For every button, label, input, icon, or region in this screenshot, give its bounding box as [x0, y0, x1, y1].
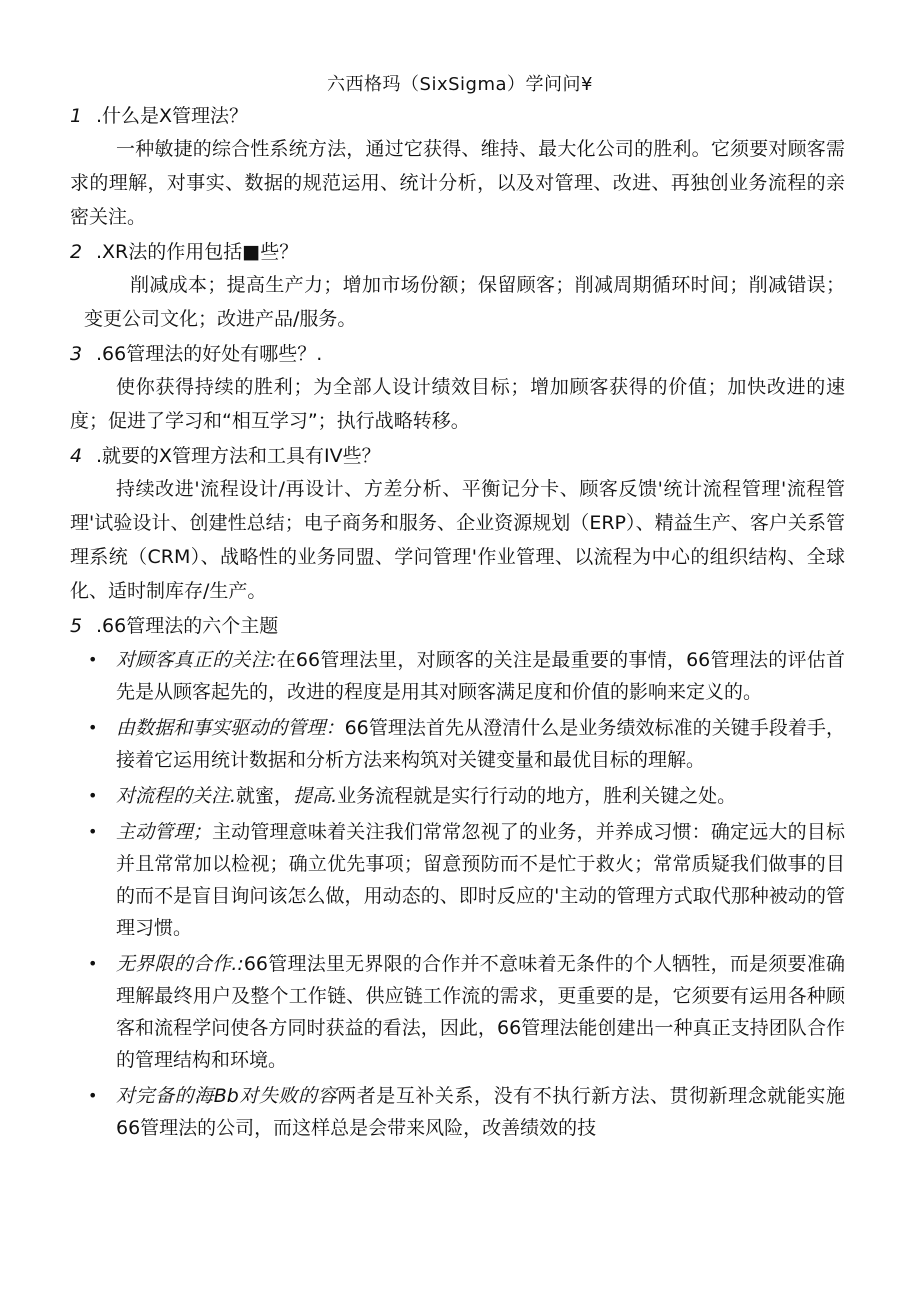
section-heading-text: .XR法的作用包括■些？ [96, 241, 299, 263]
section-number: 1 [70, 105, 83, 127]
document-title: 六西格玛（SixSigma）学问问¥ [327, 74, 593, 95]
bullet-icon: • [88, 954, 98, 973]
topic-text: 66管理法首先从澄清什么是业务绩效标准的关键手段着手，接着它运用统计数据和分析方法来构筑对关键变量和最优目标的理解。 [116, 717, 845, 771]
section-number: 2 [70, 241, 83, 263]
topic-text: 主动管理意味着关注我们常常忽视了的业务，并养成习惯：确定远大的目标并且常常加以检视；确立优先事项；留意预防而不是忙于救火；常常质疑我们做事的目的而不是盲目询问该怎么做，用动态的、即时反应的'主动的管理方式取代那种被动的管理习惯。 [116, 821, 845, 939]
document-body [70, 100, 845, 1148]
topic-label: 主动管理； [116, 821, 212, 843]
section-heading-text: .什么是X管理法？ [96, 105, 249, 127]
bullet-icon: • [88, 822, 98, 841]
section-number: 3 [70, 343, 83, 365]
list-item [70, 780, 845, 812]
section-number: 5 [70, 615, 83, 637]
topic-text: 两者是互补关系，没有不执行新方法、贯彻新理念就能实施66管理法的公司，而这样总是会带来风险，改善绩效的技 [116, 1085, 845, 1139]
topic-label: 无界限的合作.: [116, 953, 244, 975]
section-2-body: 削减成本；提高生产力；增加市场份额；保留顾客；削减周期循环时间；削减错误；变更公司文化；改进产品/服务。 [84, 274, 845, 330]
topic-text-secondary: 业务流程就是实行行动的地方，胜利关键之处。 [337, 785, 737, 807]
list-item [70, 1080, 845, 1144]
topic-text: 就蜜， [236, 785, 294, 807]
section-4-body: 持续改进'流程设计/再设计、方差分析、平衡记分卡、顾客反馈'统计流程管理'流程管理'试验设计、创建性总结；电子商务和服务、企业资源规划（ERP）、精益生产、客户关系管理系统（CRM）、战略性的业务同盟、学问管理'作业管理、以流程为中心的组织结构、全球化、适时制库存/生产。 [70, 478, 845, 602]
topic-label: 由数据和事实驱动的管理： [116, 717, 345, 739]
list-item [70, 644, 845, 708]
bullet-icon: • [88, 650, 98, 669]
section-1-body: 一种敏捷的综合性系统方法，通过它获得、维持、最大化公司的胜利。它须要对顾客需求的理解，对事实、数据的规范运用、统计分析，以及对管理、改进、再独创业务流程的亲密关注。 [70, 138, 845, 228]
section-3-heading [70, 338, 845, 370]
topic-label: 对流程的关注. [116, 785, 237, 807]
section-2-heading [70, 236, 845, 268]
topic-text: 在66管理法里，对顾客的关注是最重要的事情，66管理法的评估首先是从顾客起先的，改进的程度是用其对顾客满足度和价值的影响来定义的。 [116, 649, 845, 703]
topic-text: 66管理法里无界限的合作并不意味着无条件的个人牺牲，而是须要准确理解最终用户及整个工作链、供应链工作流的需求，更重要的是，它须要有运用各种顾客和流程学问使各方同时获益的看法，因此，66管理法能创建出一种真正支持团队合作的管理结构和环境。 [116, 953, 845, 1071]
bullet-icon: • [88, 718, 98, 737]
topic-label-secondary: 提高. [293, 785, 338, 807]
topic-label: 对顾客真正的关注: [116, 649, 277, 671]
topic-label: 对完备的海Bb对失败的容 [116, 1085, 338, 1107]
list-item [70, 816, 845, 944]
section-number: 4 [70, 445, 83, 467]
bullet-icon: • [88, 786, 98, 805]
section-1-heading [70, 100, 845, 132]
topics-list [70, 644, 845, 1144]
bullet-icon: • [88, 1086, 98, 1105]
section-5-heading [70, 610, 845, 642]
section-4-heading [70, 440, 845, 472]
section-heading-text: .66管理法的六个主题 [96, 615, 279, 637]
section-heading-text: .66管理法的好处有哪些？. [96, 343, 323, 365]
section-heading-text: .就要的X管理方法和工具有IV些？ [96, 445, 381, 467]
section-3-body: 使你获得持续的胜利；为全部人设计绩效目标；增加顾客获得的价值；加快改进的速度；促进了学习和“相互学习”；执行战略转移。 [70, 376, 845, 432]
list-item [70, 712, 845, 776]
list-item [70, 948, 845, 1076]
